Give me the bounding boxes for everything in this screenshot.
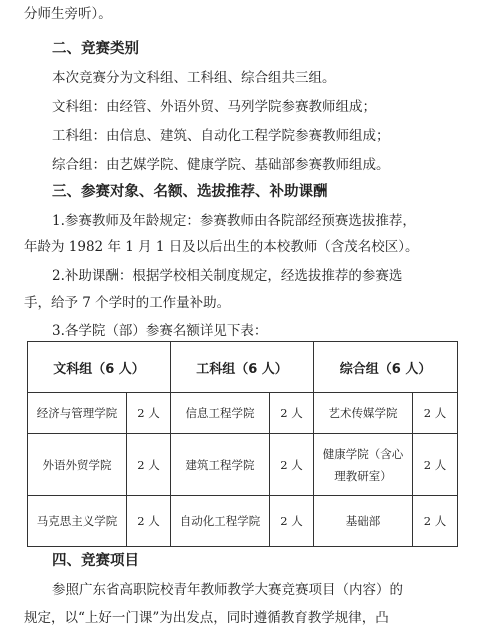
section-heading-2: 二、竞赛类别: [52, 41, 139, 57]
table-header-row: [28, 342, 458, 393]
quota-table: [27, 341, 458, 547]
table-cell: 2 人: [127, 393, 171, 434]
header-arts-group: 文科组（6 人）: [28, 342, 171, 393]
table-cell: 艺术传媒学院: [314, 393, 413, 434]
table-cell: 2 人: [270, 496, 314, 547]
table-row: [28, 393, 458, 434]
header-engineering-group: 工科组（6 人）: [171, 342, 314, 393]
table-cell: 马克思主义学院: [28, 496, 127, 547]
paragraph-competition-2: 规定，以“上好一门课”为出发点，同时遵循教育教学规律，凸: [24, 610, 389, 626]
table-cell-multiline: [314, 434, 413, 496]
table-cell: 2 人: [413, 496, 458, 547]
paragraph-eligibility-2: 年龄为 1982 年 1 月 1 日及以后出生的本校教师（含茂名校区）。: [24, 239, 419, 255]
paragraph-eligibility-1: 1.参赛教师及年龄规定：参赛教师由各院部经预赛选拔推荐，: [52, 213, 416, 229]
cell-line: 健康学院（含心: [322, 446, 404, 461]
paragraph-quota-intro: 3.各学院（部）参赛名额详见下表：: [52, 323, 268, 339]
table-cell: 2 人: [270, 393, 314, 434]
table-cell: 基础部: [314, 496, 413, 547]
table-cell: 自动化工程学院: [171, 496, 270, 547]
table-row: [28, 434, 458, 496]
paragraph-comprehensive-group: 综合组：由艺媒学院、健康学院、基础部参赛教师组成。: [52, 157, 390, 173]
text-line-1: 分师生旁听）。: [24, 6, 112, 22]
table-cell: 2 人: [127, 496, 171, 547]
paragraph-competition-1: 参照广东省高职院校青年教师教学大赛竞赛项目（内容）的: [52, 582, 403, 598]
table-cell: 外语外贸学院: [28, 434, 127, 496]
section-heading-3: 三、参赛对象、名额、选拔推荐、补助课酬: [52, 184, 328, 200]
paragraph-arts-group: 文科组：由经管、外语外贸、马列学院参赛教师组成；: [52, 99, 376, 115]
table-cell: 2 人: [270, 434, 314, 496]
cell-line: 理教研室）: [334, 468, 392, 483]
table-cell: 信息工程学院: [171, 393, 270, 434]
table-cell: 经济与管理学院: [28, 393, 127, 434]
paragraph-subsidy-1: 2.补助课酬：根据学校相关制度规定，经选拔推荐的参赛选: [52, 268, 403, 284]
paragraph-subsidy-2: 手，给予 7 个学时的工作量补助。: [24, 295, 231, 311]
header-comprehensive-group: 综合组（6 人）: [314, 342, 458, 393]
table-cell: 2 人: [413, 434, 458, 496]
section-heading-4: 四、竞赛项目: [52, 553, 139, 569]
table-cell: 2 人: [413, 393, 458, 434]
paragraph-categories: 本次竞赛分为文科组、工科组、综合组共三组。: [52, 70, 336, 86]
table-cell: 2 人: [127, 434, 171, 496]
table-row: [28, 496, 458, 547]
table-cell: 建筑工程学院: [171, 434, 270, 496]
paragraph-engineering-group: 工科组：由信息、建筑、自动化工程学院参赛教师组成；: [52, 128, 390, 144]
